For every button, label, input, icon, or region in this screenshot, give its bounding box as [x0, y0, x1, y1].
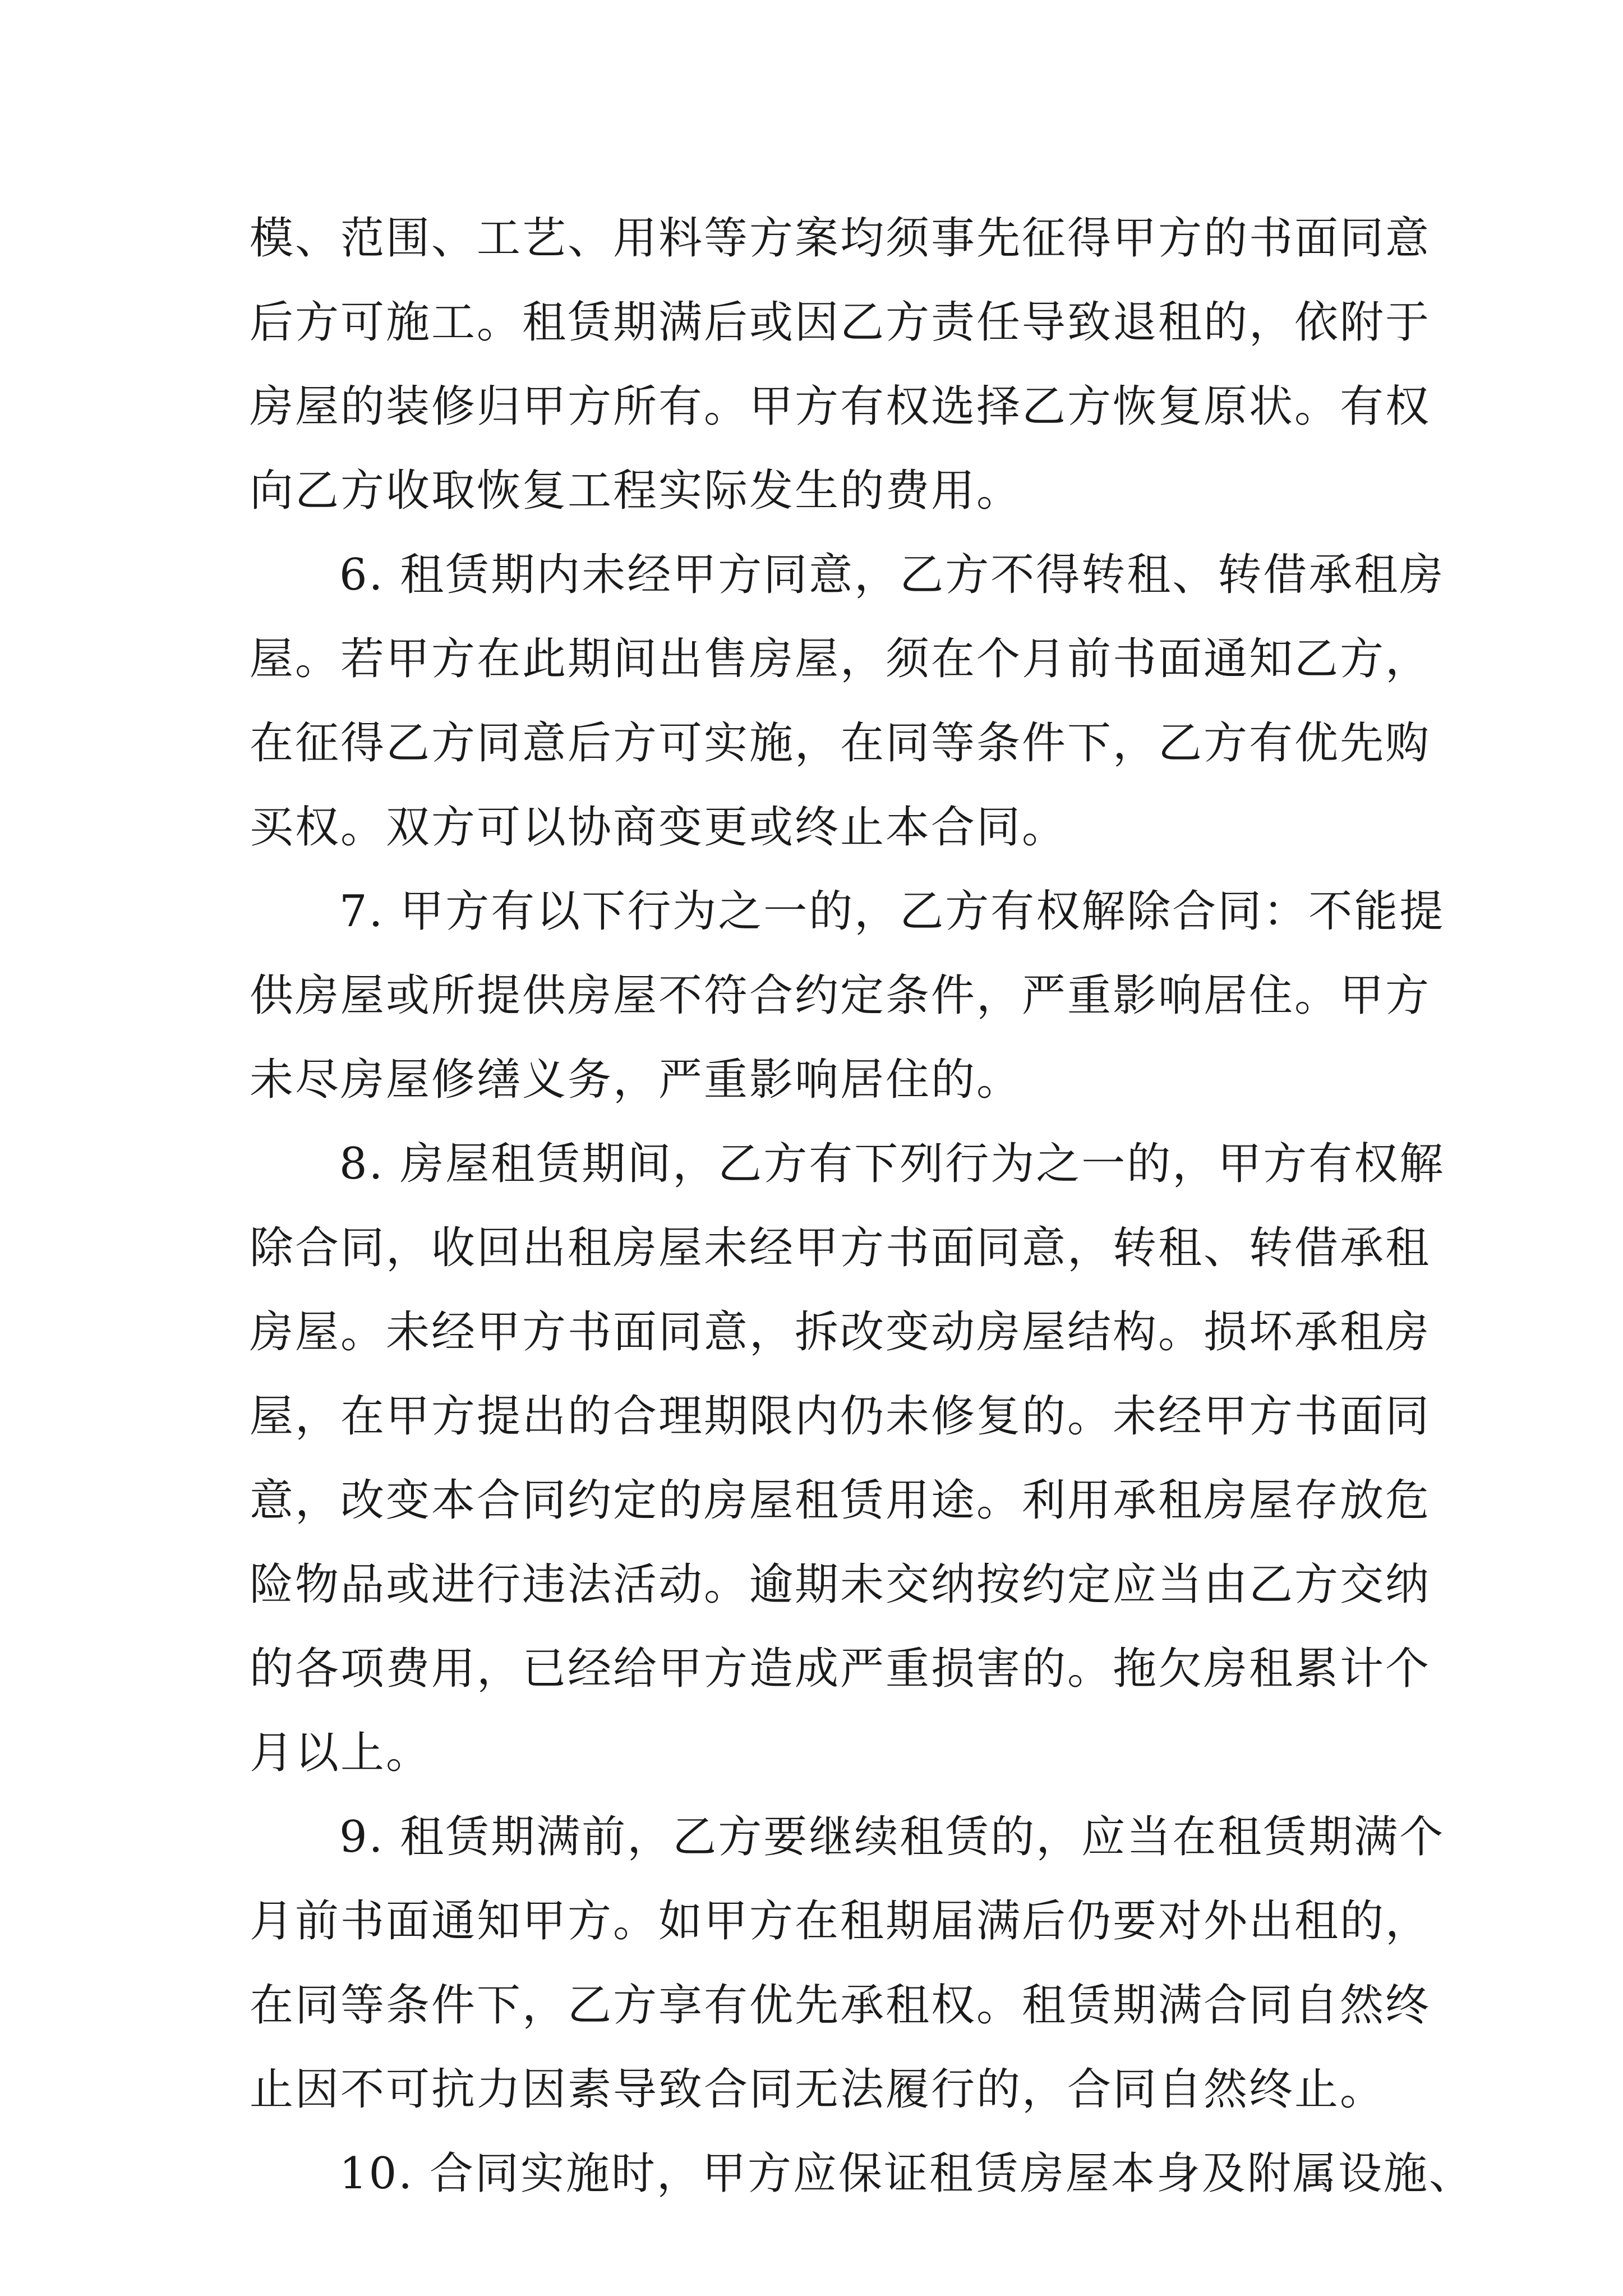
text-line: 屋。若甲方在此期间出售房屋，须在个月前书面通知乙方，: [250, 634, 1431, 684]
contract-body-text: [250, 196, 1474, 2216]
text-line: 房屋。未经甲方书面同意，拆改变动房屋结构。损坏承租房: [250, 1307, 1431, 1358]
text-line: 在同等条件下，乙方享有优先承租权。租赁期满合同自然终: [250, 1980, 1431, 2031]
text-line: 在征得乙方同意后方可实施，在同等条件下，乙方有优先购: [250, 718, 1431, 769]
text-line: 屋，在甲方提出的合理期限内仍未修复的。未经甲方书面同: [250, 1391, 1431, 1442]
text-line: 除合同，收回出租房屋未经甲方书面同意，转租、转借承租: [250, 1223, 1431, 1273]
text-line: 向乙方收取恢复工程实际发生的费用。: [250, 466, 1022, 516]
text-line: 模、范围、工艺、用料等方案均须事先征得甲方的书面同意: [250, 213, 1431, 264]
text-line: 7. 甲方有以下行为之一的，乙方有权解除合同：不能提: [339, 886, 1445, 937]
text-line: 6. 租赁期内未经甲方同意，乙方不得转租、转借承租房: [339, 550, 1445, 600]
text-line: 止因不可抗力因素导致合同无法履行的，合同自然终止。: [250, 2064, 1386, 2115]
text-line: 8. 房屋租赁期间，乙方有下列行为之一的，甲方有权解: [339, 1139, 1445, 1189]
text-line: 意，改变本合同约定的房屋租赁用途。利用承租房屋存放危: [250, 1475, 1431, 1526]
text-line: 月前书面通知甲方。如甲方在租期届满后仍要对外出租的，: [250, 1896, 1431, 1947]
text-line: 买权。双方可以协商变更或终止本合同。: [250, 802, 1068, 853]
text-line: 供房屋或所提供房屋不符合约定条件，严重影响居住。甲方: [250, 970, 1431, 1021]
text-line: 10. 合同实施时，甲方应保证租赁房屋本身及附属设施、: [339, 2148, 1474, 2199]
text-line: 后方可施工。租赁期满后或因乙方责任导致退租的，依附于: [250, 297, 1431, 348]
text-line: 房屋的装修归甲方所有。甲方有权选择乙方恢复原状。有权: [250, 381, 1431, 432]
text-line: 9. 租赁期满前，乙方要继续租赁的，应当在租赁期满个: [339, 1812, 1445, 1862]
text-line: 未尽房屋修缮义务，严重影响居住的。: [250, 1055, 1022, 1105]
text-line: 的各项费用，已经给甲方造成严重损害的。拖欠房租累计个: [250, 1644, 1431, 1694]
text-line: 月以上。: [250, 1728, 432, 1778]
text-line: 险物品或进行违法活动。逾期未交纳按约定应当由乙方交纳: [250, 1559, 1431, 1610]
